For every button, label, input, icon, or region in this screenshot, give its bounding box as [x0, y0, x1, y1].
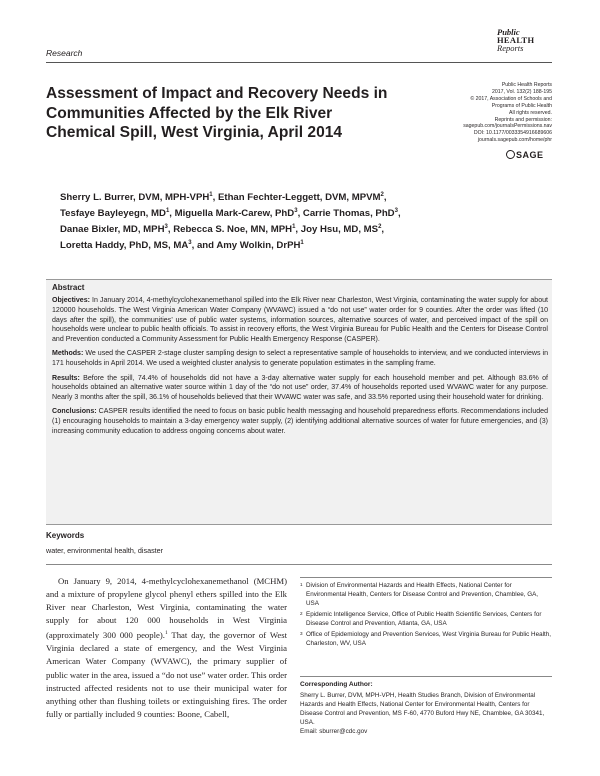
meta-line: journals.sagepub.com/home/phr: [477, 137, 552, 144]
citation: 1: [164, 630, 168, 637]
abstract-section-text: Before the spill, 74.4% of households did not have a 3-day alternative water supply for each household member and pet. Although 83.6% of households obtained an alternative water source within 1 day of the “do not use” order, 37.4% of households reported used WVAWC water for any purpose. Nearly 3 months after the spill, 36.1% of households believed that their WVAWC water was safe, and 33.5% reported using their household water for drinking.: [52, 374, 548, 402]
corresponding-address: Sherry L. Burrer, DVM, MPH-VPH, Health Studies Branch, Division of Environmental Hazards and Health Effects, National Center for Environmental Health, Centers for Disease Control and Prevention, MS F-60, 4770 Buford Hwy NE, Chamblee, GA 30341, USA.: [300, 692, 545, 727]
meta-line: Reprints and permission:: [494, 116, 552, 123]
author-name: Carrie Thomas, PhD: [302, 208, 395, 220]
abstract-section-label: Objectives:: [52, 297, 90, 304]
affiliation-text: Epidemic Intelligence Service, Office of Public Health Scientific Services, Centers for Disease Control and Prevention, Atlanta, GA, USA: [306, 611, 542, 628]
affiliation-text: Division of Environmental Hazards and Health Effects, National Center for Environmental Health, Centers for Disease Control and Prevention, Chamblee, GA, USA: [306, 582, 539, 608]
author-affiliation: 3: [164, 223, 168, 230]
abstract-section-label: Methods:: [52, 350, 84, 358]
author-list: Sherry L. Burrer, DVM, MPH-VPH$^1$, Ethan Fechter-Leggett, DVM, MPVM$^2$, Tesfaye Bayleyegn, $MD^1$, Miguella Mark-Carew, PhD$^3$, Carrie Thomas, PhD$^3$, Danae Bixler, MD, MPH$^3$, Rebecca S. Noe, MN, MPH$^1$, Joy Hsu, MD, $MS^2$, Loretta Haddy, PhD, MS, $MA^3$, and Amy Wolkin, DrPH$^1$: [60, 192, 401, 252]
author-name: Rebecca S. Noe, MN, MPH: [173, 224, 293, 236]
header-divider: [46, 62, 552, 63]
affiliation-item: [300, 581, 552, 608]
abstract-methods: [52, 349, 548, 369]
meta-line: 2017, Vol. 132(2) 188-195: [492, 88, 552, 95]
affiliation-number: 3: [300, 631, 303, 637]
abstract-section-label: Results:: [52, 374, 80, 382]
abstract-section-label: Conclusions:: [52, 408, 97, 416]
journal-logo: [497, 28, 553, 52]
author-affiliation: 1: [300, 239, 304, 246]
keywords-text: water, environmental health, disaster: [46, 546, 164, 555]
article-title: Assessment of Impact and Recovery Needs in Communities Affected by the Elk River Chemical Spill, West Virginia, April 2014: [46, 85, 388, 141]
section-divider: [46, 564, 552, 565]
author-name: Miguella Mark-Carew, PhD: [174, 208, 295, 220]
body-text-part: On January 9, 2014, 4-methylcyclohexanemethanol (MCHM) and a mixture of propylene glycol phenyl ethers spilled into the Elk River near Charleston, West Virginia, contaminating the water supply for about 120 000 households in West Virginia (approximately 300 000 people).: [46, 576, 287, 641]
author-name: Joy Hsu, MD, MS: [300, 224, 379, 236]
meta-line: Public Health Reports: [501, 82, 552, 88]
footnote-divider: [300, 577, 552, 578]
keywords-heading: Keywords: [46, 531, 85, 540]
abstract-section-text: In January 2014, 4-methylcyclohexanemethanol spilled into the Elk River near Charleston, West Virginia, contaminating the water supply for about 120000 households. The West Virginia American Water Company (WVAWC) issued a “do not use” water order for 9 counties. After the order was lifted (10 days after the spill), the communities’ use of public water systems, information sources, alternative sources of water, and perceived impact of the spill on households were unclear to public health officials. To assist in recovery efforts, the West Virginia Bureau for Public Health and the Centers for Disease Control and Prevention conducted a Community Assessment for Public Health Emergency Response (CASPER).: [52, 297, 548, 344]
affiliation-number: 1: [300, 582, 303, 587]
author-conjunction: and: [196, 240, 215, 252]
section-label: Research: [46, 48, 83, 58]
sage-mark-icon: [506, 150, 515, 159]
body-paragraph: [46, 575, 287, 721]
author-affiliation: 1: [209, 192, 213, 198]
meta-line: sagepub.com/journalsPermissions.nav: [463, 123, 552, 130]
author-name: Tesfaye Bayleyegn, MD: [60, 208, 166, 220]
affiliation-item: [300, 610, 552, 628]
affiliations: [300, 581, 552, 650]
affiliation-number: 2: [300, 611, 303, 617]
author-affiliation: 1: [165, 207, 170, 214]
publisher-logo: [506, 150, 544, 160]
abstract-heading: Abstract: [52, 283, 85, 292]
abstract-body: [52, 296, 548, 441]
abstract-section-text: CASPER results identified the need to focus on basic public health messaging and household preparedness efforts. Recommendations included (1) encouraging households to maintain a 3-day emergency water supply, (2) identifying additional alternative sources of water for future emergencies, and (3) increasing community education to address ongoing concerns about water.: [52, 408, 549, 436]
abstract-results: [52, 374, 548, 403]
body-text-part: That day, the governor of West Virginia declared a state of emergency, and the West Virginia American Water Company (WVAWC), the primary supplier of public water in the area, issued a “do not use” water order. This order instructed affected residents not to use their municipal water for anything other than flushing toilets or extinguishing fires. The order fully or partially included 9 counties: Boone, Cabell,: [46, 630, 288, 719]
meta-line: Programs of Public Health: [491, 102, 552, 109]
author-affiliation: 3: [188, 239, 192, 246]
abstract-conclusions: [52, 407, 548, 436]
abstract-objectives: [52, 296, 548, 345]
author-name: Loretta Haddy, PhD, MS, MA: [60, 240, 189, 252]
journal-logo-line2: HEALTH: [497, 35, 535, 45]
journal-logo-line3: Reports: [497, 43, 524, 53]
corresponding-heading: Corresponding Author:: [300, 681, 373, 688]
abstract-section-text: We used the CASPER 2-stage cluster sampling design to select a representative sample of households to interview, and we conducted interviews in 171 households in April 2014. We used a weighted cluster analysis to generate population estimates in the sampling frame.: [52, 350, 548, 368]
publisher-name: SAGE: [516, 150, 544, 160]
body-text: [46, 575, 287, 721]
author-affiliation: 3: [294, 207, 298, 214]
affiliation-item: [300, 630, 552, 648]
journal-logo-line1: Public: [497, 27, 520, 37]
corresponding-author: [300, 691, 552, 736]
meta-line: All rights reserved.: [509, 109, 552, 116]
meta-line: © 2017, Association of Schools and: [470, 95, 552, 102]
corresponding-email[interactable]: Email: sburrer@cdc.gov: [300, 728, 368, 736]
author-affiliation: 2: [380, 192, 384, 198]
author-affiliation: 1: [292, 223, 296, 230]
author-name: Sherry L. Burrer, DVM, MPH-VPH: [60, 192, 210, 204]
author-affiliation: 3: [394, 207, 398, 214]
meta-line: DOI: 10.1177/0033354916689606: [473, 130, 552, 137]
corresponding-divider: [300, 676, 552, 677]
author-name: Amy Wolkin, DrPH: [216, 240, 301, 252]
author-name: Ethan Fechter-Leggett, DVM, MPVM: [217, 192, 381, 204]
article-metadata: [402, 82, 552, 144]
author-affiliation: 2: [378, 223, 382, 230]
affiliation-text: Office of Epidemiology and Prevention Services, West Virginia Bureau for Public Health, Charleston, WV, USA: [306, 631, 552, 648]
author-name: Danae Bixler, MD, MPH: [60, 224, 165, 236]
